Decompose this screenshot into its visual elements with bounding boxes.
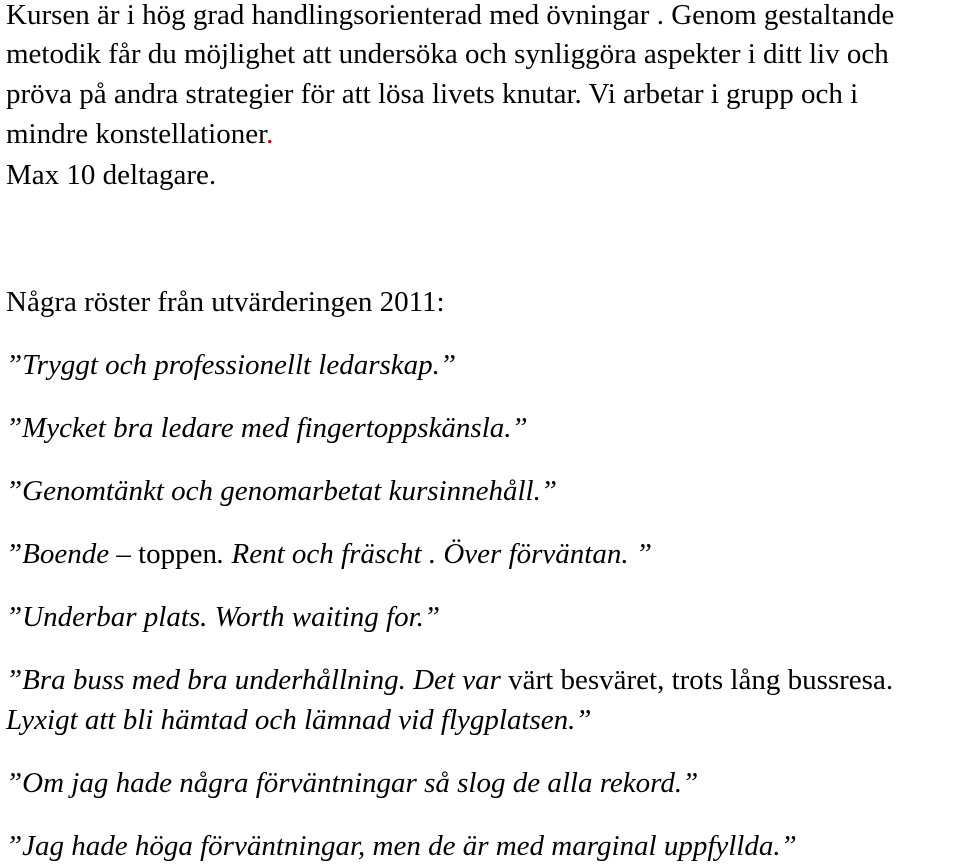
evaluation-heading: Några röster från utvärderingen 2011: xyxy=(6,286,445,318)
quote-6-continuation: Lyxigt att bli hämtad och lämnad vid flygplatsen.” xyxy=(6,704,592,736)
red-period: . xyxy=(266,118,274,150)
quote-4 xyxy=(6,535,652,573)
quote-8: ”Jag hade höga förväntningar, men de är med marginal uppfyllda.” xyxy=(6,830,797,862)
intro-line-4 xyxy=(6,115,273,153)
quote-4-upright: toppen xyxy=(138,538,218,570)
max-participants: Max 10 deltagare. xyxy=(6,159,217,191)
quote-3: ”Genomtänkt och genomarbetat kursinnehåll.” xyxy=(6,475,557,507)
quote-2: ”Mycket bra ledare med fingertoppskänsla.” xyxy=(6,412,528,444)
quote-6 xyxy=(6,661,893,699)
quote-1: ”Tryggt och professionellt ledarskap.” xyxy=(6,349,457,381)
intro-line-2: metodik får du möjlighet att undersöka och synliggöra aspekter i ditt liv och xyxy=(6,38,889,70)
quote-4-start: ”Boende – xyxy=(6,538,139,570)
quote-6-upright: värt besväret, trots lång bussresa. xyxy=(508,664,894,696)
quote-7: ”Om jag hade några förväntningar så slog de alla rekord.” xyxy=(6,767,699,799)
quote-5: ”Underbar plats. Worth waiting for.” xyxy=(6,601,441,633)
intro-line-1: Kursen är i hög grad handlingsorienterad med övningar . Genom gestaltande xyxy=(6,0,895,31)
intro-line-3: pröva på andra strategier för att lösa livets knutar. Vi arbetar i grupp och i xyxy=(6,78,859,110)
intro-line-4-text: mindre konstellationer xyxy=(6,118,267,150)
quote-6-start: ”Bra buss med bra underhållning. Det var xyxy=(6,664,509,696)
quote-4-end: . Rent och fräscht . Över förväntan. ” xyxy=(217,538,652,570)
